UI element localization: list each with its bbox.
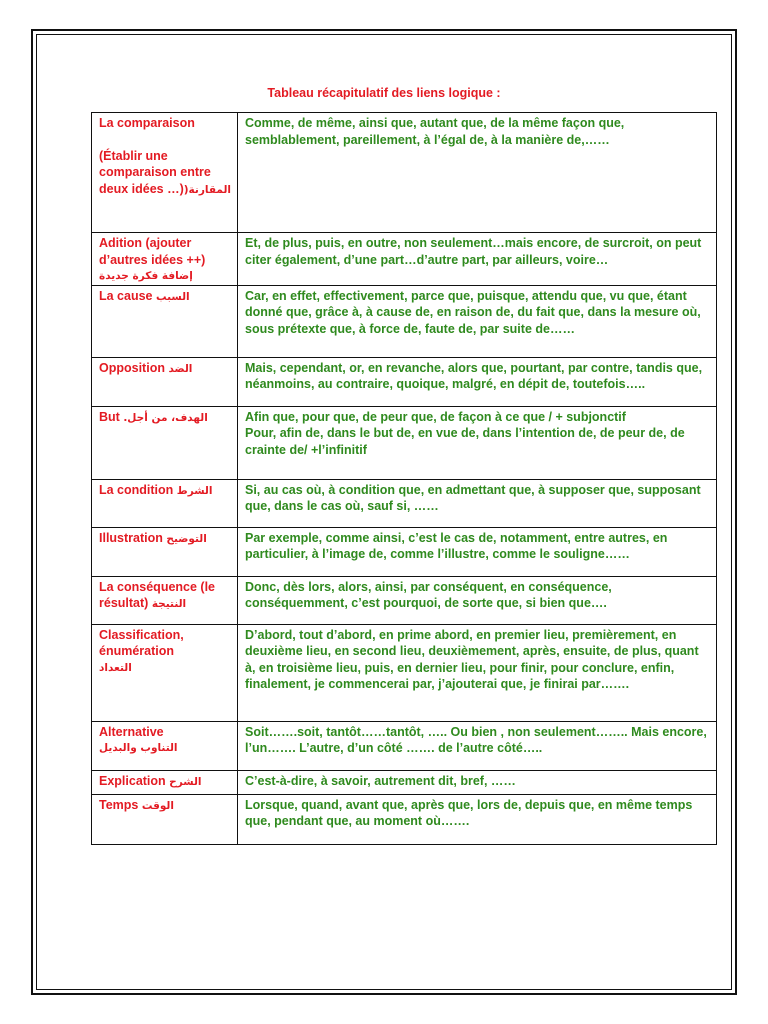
category-cell (92, 285, 238, 357)
category-label: Illustration (99, 530, 163, 545)
category-arabic: التناوب والبديل (99, 742, 178, 754)
category-arabic: الشرط (176, 484, 213, 497)
category-arabic: النتيجة (151, 598, 187, 610)
examples-text: Pour, afin de, dans le but de, en vue de, dans l’intention de, de peur de, de crainte de/ +l’infinitif (245, 426, 685, 457)
category-arabic: الضد (168, 362, 193, 375)
category-label: La comparaison (99, 116, 195, 130)
category-cell (92, 624, 238, 721)
examples-text: Afin que, pour que, de peur que, de façon à ce que / + subjonctif (245, 409, 626, 424)
examples-cell: Mais, cependant, or, en revanche, alors que, pourtant, par contre, tandis que, néanmoins, au contraire, quoique, malgré, en dépit de, toutefois….. (238, 357, 717, 406)
table-row (92, 527, 717, 576)
category-cell (92, 406, 238, 479)
table-row (92, 285, 717, 357)
category-arabic: السبب (156, 290, 190, 303)
examples-cell: Car, en effet, effectivement, parce que, puisque, attendu que, vu que, étant donné que, grâce à, à cause de, en raison de, du fait que, dans la mesure où, sous prétexte que, à force de, faute de, par suite de…… (238, 285, 717, 357)
category-note: comparaison entre (99, 165, 211, 179)
examples-cell: Et, de plus, puis, en outre, non seulement…mais encore, de surcroit, on peut citer également, d’une part…d’autre part, par ailleurs, voire… (238, 233, 717, 286)
category-arabic: الهدف، من أجل. (123, 411, 208, 424)
category-note: résultat) (99, 596, 149, 610)
table-row (92, 576, 717, 624)
category-arabic: الشرح (169, 775, 202, 788)
category-arabic: التوضيح (166, 532, 207, 545)
category-cell (92, 770, 238, 794)
category-cell (92, 113, 238, 233)
examples-cell: Soit…….soit, tantôt……tantôt, ….. Ou bien , non seulement…….. Mais encore, l’un……. L’autre, d’un côté ……. de l’autre côté….. (238, 721, 717, 770)
category-arabic: إضافة فكرة جديدة (99, 270, 193, 282)
category-label: La condition (99, 482, 174, 497)
table-row (92, 624, 717, 721)
category-cell (92, 479, 238, 527)
category-arabic: المقارنة( (183, 183, 231, 196)
category-arabic: التعداد (99, 661, 132, 674)
table-row (92, 406, 717, 479)
category-label: Adition (ajouter (99, 236, 192, 250)
category-label: La cause (99, 288, 153, 303)
table-row (92, 357, 717, 406)
examples-cell: Par exemple, comme ainsi, c’est le cas de, notamment, entre autres, en particulier, à l’image de, comme l’illustre, comme le souligne…… (238, 527, 717, 576)
category-note: d’autres idées ++) (99, 252, 206, 267)
table-row (92, 479, 717, 527)
category-label: Opposition (99, 360, 165, 375)
category-cell (92, 233, 238, 286)
examples-cell: D’abord, tout d’abord, en prime abord, en premier lieu, premièrement, en deuxième lieu, en second lieu, deuxièmement, après, ensuite, de plus, quant à, en troisième lieu, puis, en dernier lieu, pour finir, pour conclure, enfin, finalement, je commencerai par, j’ajouterai que, je finirai par……. (238, 624, 717, 721)
table-row (92, 721, 717, 770)
category-label: Explication (99, 773, 166, 788)
category-note: énumération (99, 644, 175, 658)
examples-cell: Lorsque, quand, avant que, après que, lors de, depuis que, en même temps que, pendant que, au moment où……. (238, 794, 717, 844)
examples-cell: Donc, dès lors, alors, ainsi, par conséquent, en conséquence, conséquemment, c’est pourquoi, de sorte que, si bien que…. (238, 576, 717, 624)
category-note: (Établir une (99, 148, 168, 163)
category-cell (92, 721, 238, 770)
category-cell (92, 576, 238, 624)
examples-cell (238, 406, 717, 479)
examples-cell: Si, au cas où, à condition que, en admettant que, à supposer que, supposant que, dans le cas où, sauf si, …… (238, 479, 717, 527)
category-label: La conséquence (le (99, 579, 216, 594)
category-note: deux idées …) (99, 181, 184, 196)
category-cell (92, 794, 238, 844)
category-label: Temps (99, 797, 139, 812)
category-cell (92, 527, 238, 576)
table-row (92, 233, 717, 286)
table-row (92, 113, 717, 233)
table-row (92, 770, 717, 794)
category-label: Alternative (99, 724, 164, 739)
document-title: Tableau récapitulatif des liens logique : (267, 86, 501, 100)
category-label: Classification, (99, 627, 184, 642)
table-row (92, 794, 717, 844)
examples-cell: C’est-à-dire, à savoir, autrement dit, bref, …… (238, 770, 717, 794)
examples-cell: Comme, de même, ainsi que, autant que, de la même façon que, semblablement, pareillement, à l’égal de, à la manière de,…… (238, 113, 717, 233)
category-arabic: الوقت (141, 799, 174, 812)
logical-links-table (91, 112, 717, 845)
category-label: But (99, 409, 120, 424)
category-cell (92, 357, 238, 406)
